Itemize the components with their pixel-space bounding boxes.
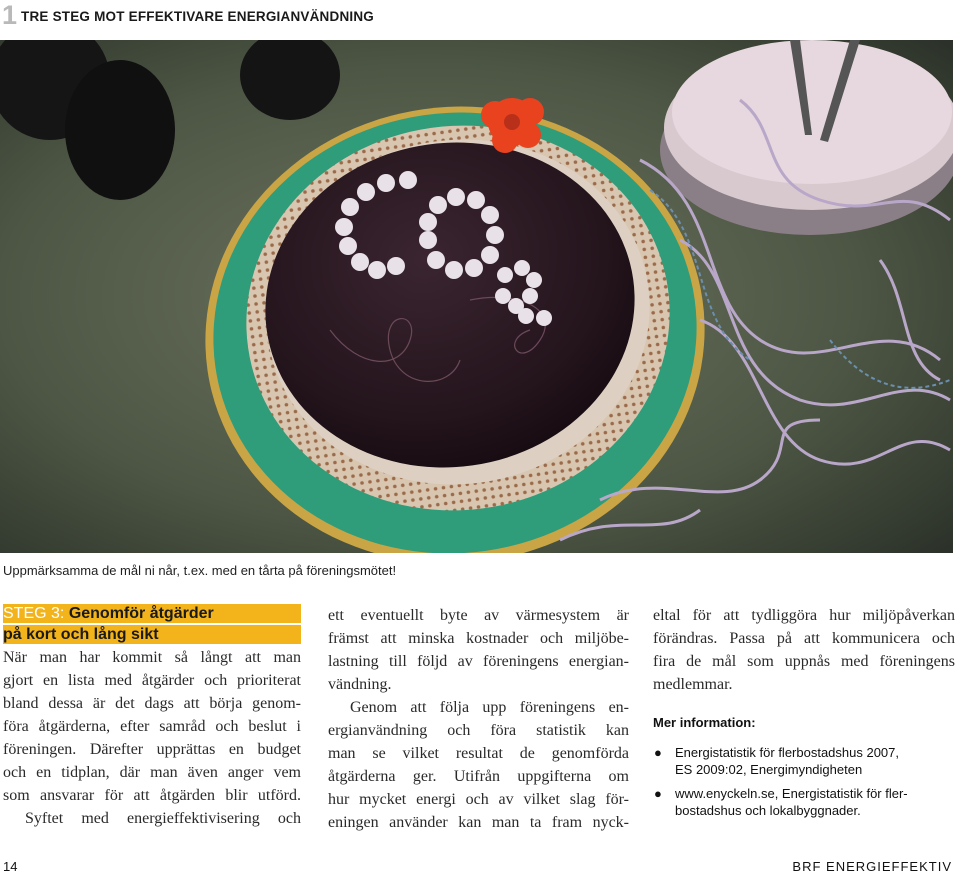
body-line: ett eventuellt byte av värmesystem är <box>328 607 629 624</box>
body-line: åtgärderna ger. Utifrån uppgifterna om <box>328 768 629 785</box>
body-line: lastning till följd av föreningens energian- <box>328 653 629 670</box>
body-line: man se vilket resultat de genomförda <box>328 745 629 762</box>
body-line: medlemmar. <box>653 676 733 693</box>
body-line: föra åtgärderna, efter samråd och beslut i <box>3 718 301 735</box>
body-line: föreningen. Därefter upprättas en budget <box>3 741 301 758</box>
column-1 <box>3 604 301 830</box>
column-3 <box>653 604 955 826</box>
photo-caption: Uppmärksamma de mål ni når, t.ex. med en tårta på föreningsmötet! <box>3 563 397 578</box>
body-line: som ansvarar för att åtgärden blir utförd. <box>3 787 301 804</box>
body-line: och en tidplan, där man även anger vem <box>3 764 301 781</box>
bullet-icon: ● <box>654 745 662 760</box>
list-item[interactable]: ● www.enyckeln.se, Energistatistik för fler- bostadshus och lokalbyggnader. <box>653 785 955 819</box>
step-label: STEG 3: <box>3 605 65 622</box>
list-item: ● Energistatistik för flerbostadshus 2007, ES 2009:02, Energimyndigheten <box>654 745 900 777</box>
cake-photo <box>0 40 953 553</box>
body-line: hur mycket energi och av vilket slag för- <box>328 791 629 808</box>
chapter-number: 1 <box>2 0 18 30</box>
body-line: fira de mål som uppnås med föreningens <box>653 653 955 670</box>
more-info-list <box>653 744 955 819</box>
section-heading <box>3 604 301 644</box>
section-heading-line-2: på kort och lång sikt <box>3 625 301 644</box>
body-line: bland dessa är det dags att börja genom- <box>3 695 301 712</box>
body-line: främst att minska kostnader och miljöbe- <box>328 630 629 647</box>
body-line: gjort en lista med åtgärder och prioriterat <box>3 672 301 689</box>
body-line: ergianvändning och föra statistik kan <box>328 722 629 739</box>
chapter-title: TRE STEG MOT EFFEKTIVARE ENERGIANVÄNDNING <box>21 8 374 24</box>
bullet-icon: ● <box>654 786 662 801</box>
body-line: Syftet med energieffektivisering och <box>25 810 301 827</box>
body-line: eltal för att tydliggöra hur miljöpåverkan <box>653 607 955 624</box>
body-line: vändning. <box>328 676 392 693</box>
publication-name: BRF ENERGIEFFEKTIV <box>792 859 952 874</box>
body-line: förändras. Passa på att kommunicera och <box>653 630 955 647</box>
section-heading-line-1: STEG 3: Genomför åtgärder <box>3 604 301 623</box>
link-enyckeln[interactable]: www.enyckeln.se, Energistatistik för fler- <box>675 786 908 801</box>
page-number: 14 <box>3 859 18 874</box>
body-line: När man har kommit så långt att man <box>3 649 301 666</box>
column-2 <box>328 604 629 834</box>
page-header <box>0 0 374 30</box>
body-line: eningen använder kan man ta fram nyck- <box>328 814 629 831</box>
body-line: Genom att följa upp föreningens en- <box>350 699 629 716</box>
more-info-title: Mer information: <box>653 715 756 730</box>
